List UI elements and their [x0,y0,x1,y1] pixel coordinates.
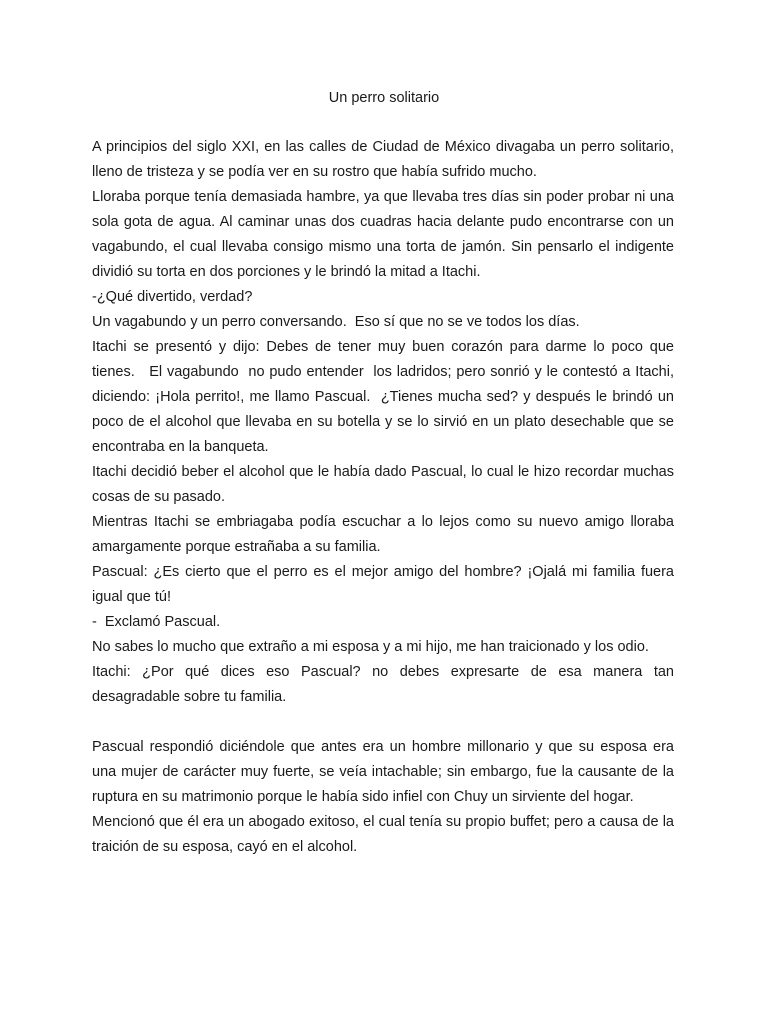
paragraph-spacer [92,710,674,735]
dialogue-line: Pascual: ¿Es cierto que el perro es el mejor amigo del hombre? ¡Ojalá mi familia fuera igual que tú! [92,564,679,605]
dialogue-line: Itachi: ¿Por qué dices eso Pascual? no debes expresarte de esa manera tan desagradable sobre tu familia. [92,664,679,705]
paragraph: Itachi decidió beber el alcohol que le había dado Pascual, lo cual le hizo recordar muchas cosas de su pasado. [92,464,679,505]
dialogue-line: -¿Qué divertido, verdad? [92,289,253,305]
paragraph: Un vagabundo y un perro conversando. Eso sí que no se ve todos los días. [92,314,580,330]
paragraph: Mencionó que él era un abogado exitoso, el cual tenía su propio buffet; pero a causa de la traición de su esposa, cayó en el alcohol. [92,814,679,855]
document-body [92,135,679,860]
paragraph: Itachi se presentó y dijo: Debes de tener muy buen corazón para darme lo poco que tienes. El vagabundo no pudo entender los ladridos; pero sonrió y le contestó a Itachi, diciendo: ¡Hola perrito!, me llamo Pascual. ¿Tienes mucha sed? y después le brindó un poco de el alcohol que llevaba en su botella y se lo sirvió en un plato desechable que se encontraba en la banqueta. [92,339,679,455]
paragraph: Lloraba porque tenía demasiada hambre, ya que llevaba tres días sin poder probar ni una sola gota de agua. Al caminar unas dos cuadras hacia delante pudo encontrarse con un vagabundo, el cual llevaba consigo mismo una torta de jamón. Sin pensarlo el indigente dividió su torta en dos porciones y le brindó la mitad a Itachi. [92,189,679,280]
paragraph: Pascual respondió diciéndole que antes era un hombre millonario y que su esposa era una mujer de carácter muy fuerte, se veía intachable; sin embargo, fue la causante de la ruptura en su matrimonio porque le había sido infiel con Chuy un sirviente del hogar. [92,739,679,805]
paragraph: No sabes lo mucho que extraño a mi esposa y a mi hijo, me han traicionado y los odio. [92,639,649,655]
dialogue-line: - Exclamó Pascual. [92,614,221,630]
paragraph: A principios del siglo XXI, en las calles de Ciudad de México divagaba un perro solitario, lleno de tristeza y se podía ver en su rostro que había sufrido mucho. [92,139,679,180]
paragraph: Mientras Itachi se embriagaba podía escuchar a lo lejos como su nuevo amigo lloraba amargamente porque estrañaba a su familia. [92,514,679,555]
document-title: Un perro solitario [328,90,440,106]
